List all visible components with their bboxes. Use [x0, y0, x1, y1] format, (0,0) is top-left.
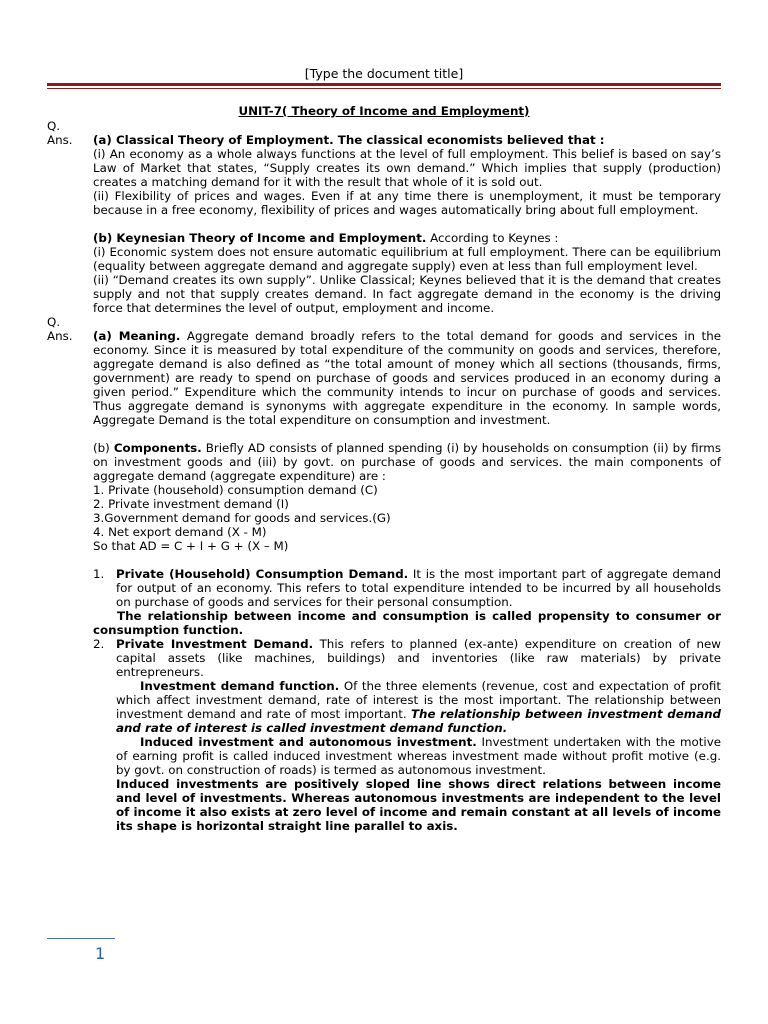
q2-b-text: Briefly AD consists of planned spending (i) by households on consumption (ii) by firms on investment goods and (iii) by govt. on purchase of goods and services. the main components of aggregate demand (aggregate expenditure) are :: [93, 441, 722, 483]
q1-b-para-2: (ii) “Demand creates its own supply”. Unlike Classical; Keynes believed that it is the demand that creates supply and not that supply creates demand. In fact aggregate demand in the economy is the driving force that determines the level of output, employment and income.: [93, 273, 721, 315]
q2-a-heading: (a) Meaning.: [93, 329, 181, 343]
footer-rule: [47, 938, 115, 939]
q1-b-heading-rest: According to Keynes :: [426, 231, 559, 245]
list-number: 2.: [93, 637, 105, 651]
idf-text: Of the three elements (revenue, cost and expectation of profit which affect investment demand, rate of interest is the most important. The relationship between investment demand and rate of most important.: [116, 679, 721, 721]
component-line: 4. Net export demand (X - M): [93, 525, 267, 539]
answer-2: [47, 329, 721, 833]
q1-label: Q.: [47, 119, 61, 133]
component-line: 1. Private (household) consumption demand (C): [93, 483, 378, 497]
ans-label: Ans.: [47, 329, 73, 343]
idf-heading: Investment demand function.: [140, 679, 340, 693]
item2-text: This refers to planned (ex-ante) expenditure on creation of new capital assets (like machines, buildings) and inventories (like raw materials) by private entrepreneurs.: [116, 637, 721, 679]
document-body: [47, 104, 721, 833]
q1-a-para-2: (ii) Flexibility of prices and wages. Even if at any time there is unemployment, it must be temporary because in a free economy, flexibility of prices and wages automatically bring about full employment.: [93, 189, 721, 217]
induced-text: Investment undertaken with the motive of earning profit is called induced investment whereas investment made without profit motive (e.g. by govt. on construction of roads) is termed as autonomous investment.: [116, 735, 721, 777]
q2-b-heading: Components.: [113, 441, 202, 455]
item1-text: It is the most important part of aggregate demand for output of an economy. This refers to total expenditure intended to be incurred by all households on purchase of goods and services for their personal consumption.: [116, 567, 721, 609]
q2-a-text: Aggregate demand broadly refers to the total demand for goods and services in the economy. Since it is measured by total expenditure of the community on goods and services, therefore, aggregate demand is also defined as “the total amount of money which all sections (thousands, firms, government) are ready to spend on purchase of goods and services produced in an economy during a given period.” Expenditure which the community intends to incur on purchase of goods and services. Thus aggregate demand is synonyms with aggregate expenditure in the economy. In sample words, Aggregate Demand is the total expenditure on consumption and investment.: [93, 329, 721, 427]
q1-b-para-1: (i) Economic system does not ensure automatic equilibrium at full employment. There can be equilibrium (equality between aggregate demand and aggregate supply) even at less than full employment level.: [93, 245, 721, 273]
ans-label: Ans.: [47, 133, 73, 147]
component-line: 3.Government demand for goods and services.(G): [93, 511, 391, 525]
q2-b-prefix: (b): [93, 441, 114, 455]
q2-label: Q.: [47, 315, 61, 329]
components-list: [93, 567, 721, 833]
idf-bold-italic: The relationship between investment demand and rate of interest is called investment demand function.: [116, 707, 721, 735]
header-rule-thin: [47, 88, 721, 89]
q1-a-para-1: (i) An economy as a whole always functions at the level of full employment. This belief is based on say’s Law of Market that states, “Supply creates its own demand.” Which implies that supply (production) creates a matching demand for it with the result that whole of it is sold out.: [93, 147, 721, 189]
header-rule-thick: [47, 83, 721, 86]
induced-heading: Induced investment and autonomous investment.: [140, 735, 477, 749]
component-formula: So that AD = C + I + G + (X – M): [93, 539, 289, 553]
item1-bold-note: The relationship between income and consumption is called propensity to consumer or consumption function.: [93, 609, 721, 637]
list-item: [93, 567, 721, 637]
q1-a-heading: (a) Classical Theory of Employment. The classical economists believed that :: [93, 133, 605, 147]
list-item: [93, 637, 721, 833]
document-title-placeholder[interactable]: [Type the document title]: [304, 66, 464, 81]
item1-heading: Private (Household) Consumption Demand.: [116, 567, 409, 581]
page-number: 1: [95, 944, 106, 963]
unit-title: UNIT-7( Theory of Income and Employment): [238, 104, 530, 118]
answer-1: [47, 133, 721, 315]
item2-heading: Private Investment Demand.: [116, 637, 314, 651]
induced-bold-text: Induced investments are positively sloped line shows direct relations between income and level of investments. Whereas autonomous investments are independent to the level of income it also exists at zero level of income and remain constant at all levels of income its shape is horizontal straight line parallel to axis.: [116, 777, 721, 833]
component-line: 2. Private investment demand (I): [93, 497, 289, 511]
q1-b-heading: (b) Keynesian Theory of Income and Employment.: [93, 231, 427, 245]
list-number: 1.: [93, 567, 105, 581]
